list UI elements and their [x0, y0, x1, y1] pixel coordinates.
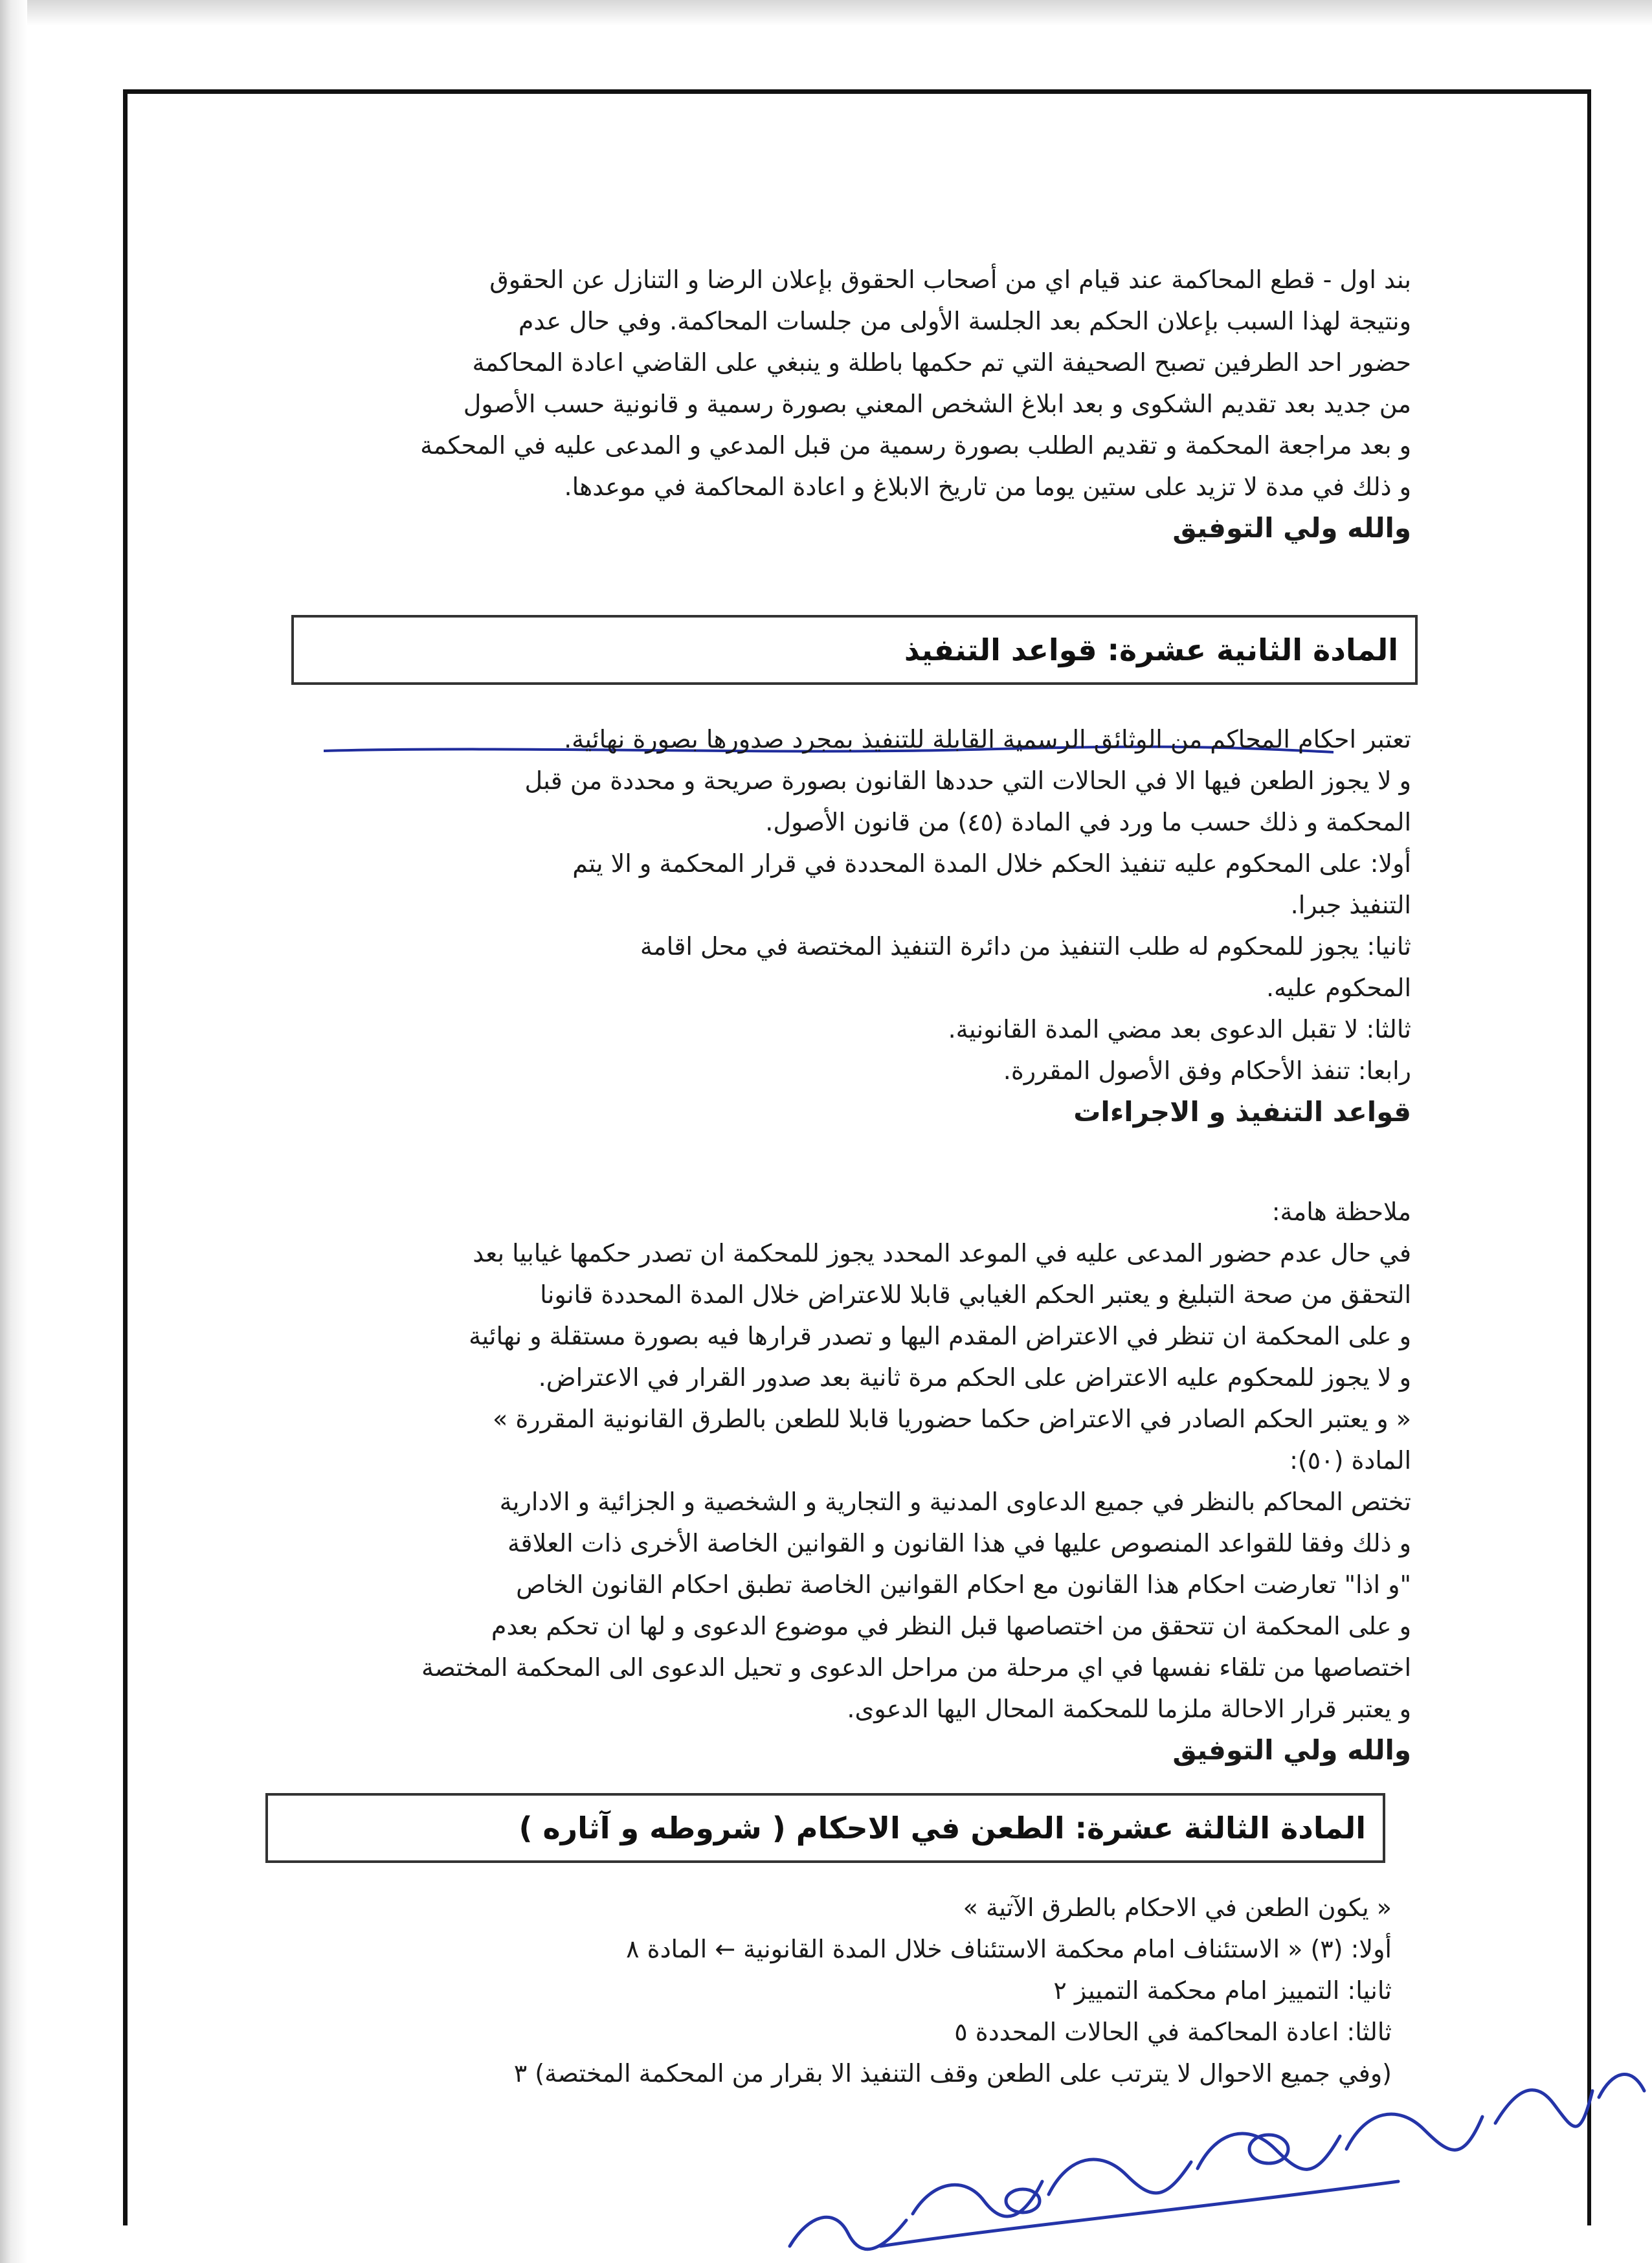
scan-edge-top	[0, 0, 1652, 26]
section1-paragraph	[311, 259, 1411, 549]
item-2-line: ثانيا: يجوز للمحكوم له طلب التنفيذ من دائرة التنفيذ المختصة في محل اقامة	[640, 932, 1411, 961]
section3-line: (وفي جميع الاحوال لا يترتب على الطعن وقف التنفيذ الا بقرار من المحكمة المختصة) ٣	[513, 2059, 1392, 2088]
paragraph-b-title: ملاحظة هامة:	[1271, 1198, 1411, 1226]
text-line: و لا يجوز الطعن فيها الا في الحالات التي حددها القانون بصورة صريحة و محددة من قبل	[524, 766, 1411, 795]
text-line: و لا يجوز للمحكوم عليه الاعتراض على الحكم مرة ثانية بعد صدور القرار في الاعتراض.	[538, 1363, 1411, 1392]
section2-heading	[291, 615, 1418, 685]
item-4: رابعا: تنفذ الأحكام وفق الأصول المقررة.	[1003, 1056, 1411, 1085]
section3-heading-text: المادة الثالثة عشرة: الطعن في الاحكام ( شروطه و آثاره )	[519, 1811, 1366, 1845]
section3-line: أولا: (٣) « الاستئناف امام محكمة الاستئناف خلال المدة القانونية ← المادة ٨	[626, 1935, 1392, 1963]
item-1-line: التنفيذ جبرا.	[1290, 891, 1411, 919]
text-line: حضور احد الطرفين تصبح الصحيفة التي تم حكمها باطلة و ينبغي على القاضي اعادة المحاكمة	[472, 348, 1411, 377]
section2-paragraph-b	[285, 1191, 1411, 1771]
text-line: و على المحكمة ان تتحقق من اختصاصها قبل النظر في موضوع الدعوى و لها ان تحكم بعدم	[491, 1612, 1411, 1640]
item-2-line: المحكوم عليه.	[1266, 974, 1411, 1002]
text-line: بند اول - قطع المحاكمة عند قيام اي من أصحاب الحقوق بإعلان الرضا و التنازل عن الحقوق	[489, 265, 1411, 294]
section2-body	[298, 719, 1411, 1133]
text-line: « و يعتبر الحكم الصادر في الاعتراض حكما حضوريا قابلا للطعن بالطرق القانونية المقررة »	[493, 1405, 1411, 1433]
handwritten-signature	[751, 2052, 1652, 2263]
text-line: و يعتبر قرار الاحالة ملزما للمحكمة المحال اليها الدعوى.	[847, 1695, 1411, 1723]
text-line: و على المحكمة ان تنظر في الاعتراض المقدم اليها و تصدر قرارها فيه بصورة مستقلة و نهائية	[469, 1322, 1411, 1350]
text-line: من جديد بعد تقديم الشكوى و بعد ابلاغ الشخص المعني بصورة رسمية و قانونية حسب الأصول	[463, 390, 1411, 418]
text-line: تعتبر احكام المحاكم من الوثائق الرسمية القابلة للتنفيذ بمجرد صدورها بصورة نهائية.	[564, 725, 1411, 753]
section3-heading	[265, 1793, 1385, 1863]
section1-signoff: والله ولي التوفيق	[1172, 512, 1411, 544]
text-line: تختص المحاكم بالنظر في جميع الدعاوى المدنية و التجارية و الشخصية و الجزائية و الادارية	[499, 1488, 1411, 1516]
section2-subhead: قواعد التنفيذ و الاجراءات	[1073, 1096, 1411, 1128]
section3-intro: « يكون الطعن في الاحكام بالطرق الآتية »	[963, 1893, 1392, 1922]
text-line: و ذلك في مدة لا تزيد على ستين يوما من تاريخ الابلاغ و اعادة المحاكمة في موعدها.	[564, 473, 1411, 501]
section2-heading-text: المادة الثانية عشرة: قواعد التنفيذ	[904, 632, 1398, 667]
section2-signoff: والله ولي التوفيق	[1172, 1734, 1411, 1766]
scan-edge-left	[0, 0, 27, 2263]
text-line: و بعد مراجعة المحكمة و تقديم الطلب بصورة رسمية من قبل المدعي و المدعى عليه في المحكمة	[420, 431, 1411, 460]
text-line: "و اذا" تعارضت احكام هذا القانون مع احكام القوانين الخاصة تطبق احكام القانون الخاص	[516, 1570, 1411, 1599]
section3-line: ثانيا: التمييز امام محكمة التمييز ٢	[1053, 1976, 1392, 2005]
text-line: التحقق من صحة التبليغ و يعتبر الحكم الغيابي قابلا للاعتراض خلال المدة المحددة قانونا	[540, 1280, 1411, 1309]
text-line: ونتيجة لهذا السبب بإعلان الحكم بعد الجلسة الأولى من جلسات المحاكمة. وفي حال عدم	[518, 307, 1411, 335]
item-3: ثالثا: لا تقبل الدعوى بعد مضي المدة القانونية.	[948, 1015, 1411, 1043]
section3-line: ثالثا: اعادة المحاكمة في الحالات المحددة ٥	[954, 2018, 1392, 2046]
text-line: اختصاصها من تلقاء نفسها في اي مرحلة من مراحل الدعوى و تحيل الدعوى الى المحكمة المختصة	[421, 1653, 1411, 1682]
text-line: في حال عدم حضور المدعى عليه في الموعد المحدد يجوز للمحكمة ان تصدر حكمها غيابيا بعد	[473, 1239, 1411, 1267]
text-line: المحكمة و ذلك حسب ما ورد في المادة (٤٥) من قانون الأصول.	[765, 808, 1411, 836]
text-line: و ذلك وفقا للقواعد المنصوص عليها في هذا القانون و القوانين الخاصة الأخرى ذات العلاقة	[508, 1529, 1411, 1557]
article-reference: المادة (٥٠):	[1289, 1446, 1411, 1475]
item-1-line: أولا: على المحكوم عليه تنفيذ الحكم خلال المدة المحددة في قرار المحكمة و الا يتم	[572, 849, 1411, 878]
